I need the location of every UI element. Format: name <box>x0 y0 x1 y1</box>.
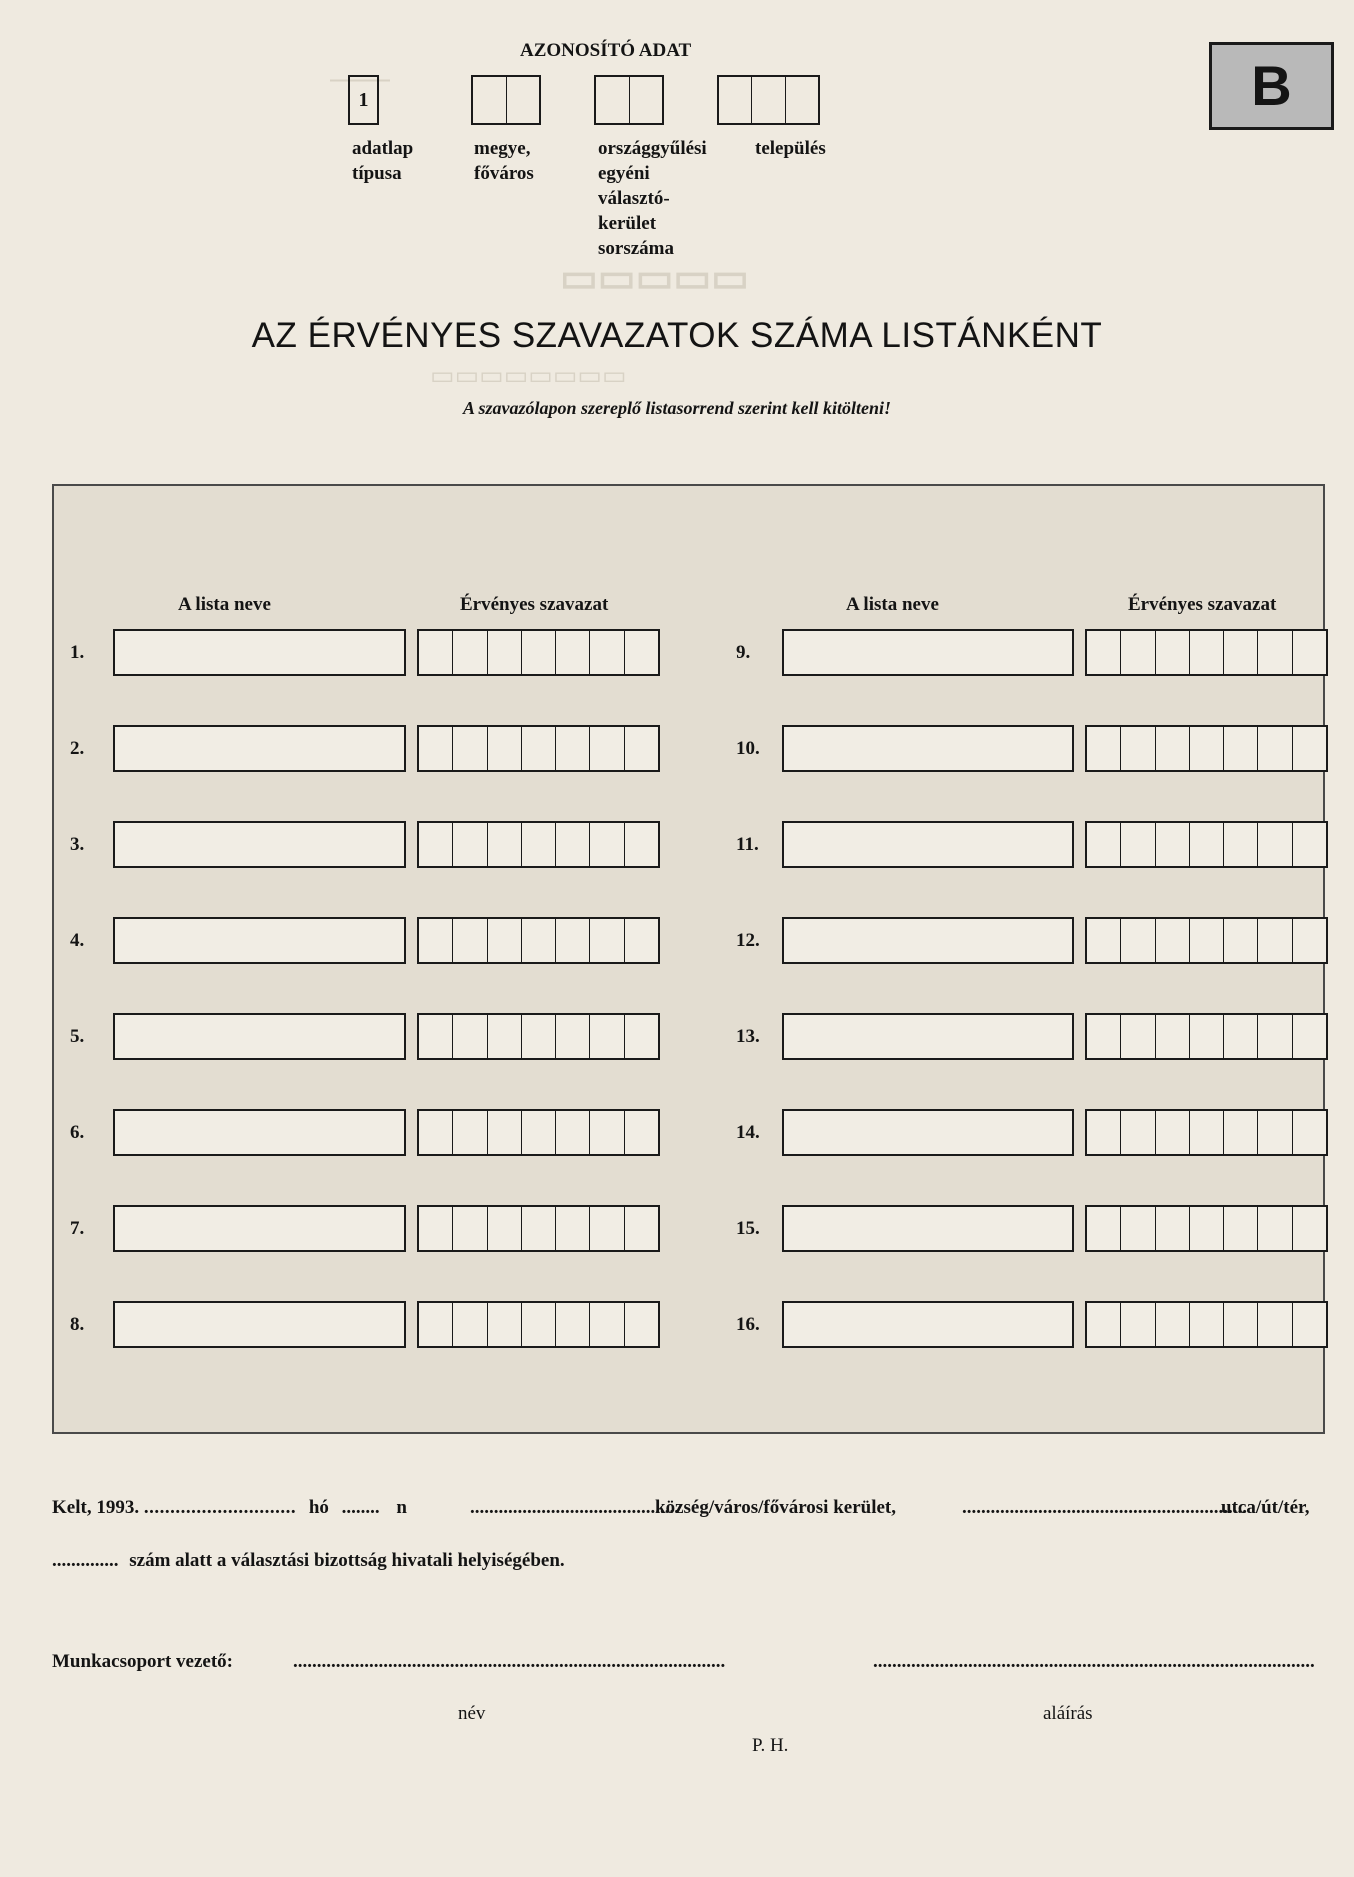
digit-cell[interactable] <box>590 1015 624 1058</box>
row-number-left: 7. <box>70 1218 85 1239</box>
digit-cell[interactable] <box>1224 1015 1258 1058</box>
list-name-field[interactable] <box>113 1205 406 1252</box>
valid-votes-field[interactable] <box>1085 1109 1328 1156</box>
valid-votes-field[interactable] <box>417 917 660 964</box>
n-label: n <box>396 1497 407 1518</box>
digit-cell[interactable] <box>453 727 487 770</box>
digit-cell[interactable] <box>419 631 453 674</box>
digit-cell[interactable] <box>1121 1015 1155 1058</box>
digit-cell[interactable] <box>1121 727 1155 770</box>
list-name-field[interactable] <box>113 821 406 868</box>
valid-votes-field[interactable] <box>1085 629 1328 676</box>
digit-cell[interactable] <box>625 1111 658 1154</box>
digit-cell[interactable] <box>625 919 658 962</box>
digit-cell[interactable] <box>453 631 487 674</box>
digit-cell[interactable] <box>590 823 624 866</box>
list-name-field[interactable] <box>782 1205 1074 1252</box>
digit-cell[interactable] <box>453 1207 487 1250</box>
digit-cell[interactable] <box>488 1207 522 1250</box>
day-dots[interactable]: ........ <box>341 1497 380 1518</box>
digit-cell[interactable] <box>1224 919 1258 962</box>
digit-cell[interactable] <box>1190 823 1224 866</box>
digit-cell[interactable] <box>1293 1111 1326 1154</box>
digit-cell[interactable] <box>1156 919 1190 962</box>
digit-cell[interactable] <box>522 1303 556 1346</box>
alairas-label: aláírás <box>1043 1703 1093 1724</box>
page-subtitle: A szavazólapon szereplő listasorrend szerint kell kitölteni! <box>462 398 892 418</box>
digit-cell[interactable] <box>1190 1111 1224 1154</box>
digit-cell[interactable] <box>1156 823 1190 866</box>
row-number-right: 13. <box>736 1026 760 1047</box>
digit-cell[interactable] <box>522 727 556 770</box>
row-number-left: 6. <box>70 1122 85 1143</box>
street-dots[interactable]: ............................................................ <box>962 1497 1247 1518</box>
digit-cell[interactable] <box>453 1015 487 1058</box>
valid-votes-field[interactable] <box>1085 821 1328 868</box>
digit-cell[interactable] <box>1190 919 1224 962</box>
digit-cell[interactable] <box>556 1303 590 1346</box>
digit-cell[interactable] <box>419 823 453 866</box>
digit-cell[interactable] <box>625 1015 658 1058</box>
list-name-field[interactable] <box>782 917 1074 964</box>
digit-cell[interactable] <box>1087 1207 1121 1250</box>
row-number-left: 4. <box>70 930 85 951</box>
valid-votes-field[interactable] <box>417 821 660 868</box>
col-head-valid-votes-left: Érvényes szavazat <box>460 594 609 615</box>
digit-cell[interactable] <box>1190 631 1224 674</box>
digit-cell[interactable] <box>1156 1303 1190 1346</box>
digit-cell[interactable] <box>556 1207 590 1250</box>
digit-cell[interactable] <box>1258 919 1292 962</box>
digit-cell[interactable] <box>522 919 556 962</box>
digit-cell[interactable] <box>556 1015 590 1058</box>
digit-cell[interactable] <box>1087 727 1121 770</box>
id-label-district: országgyűlési egyéni választó- kerület sorszáma <box>598 138 707 259</box>
digit-cell[interactable] <box>1224 1111 1258 1154</box>
digit-cell[interactable] <box>590 727 624 770</box>
row-number-left: 2. <box>70 738 85 759</box>
digit-cell[interactable] <box>590 631 624 674</box>
id-box-county[interactable] <box>471 75 541 125</box>
digit-cell[interactable] <box>1121 919 1155 962</box>
list-name-field[interactable] <box>113 917 406 964</box>
digit-cell[interactable] <box>1258 1015 1292 1058</box>
list-name-field[interactable] <box>113 1109 406 1156</box>
digit-cell[interactable] <box>1087 919 1121 962</box>
col-head-valid-votes-right: Érvényes szavazat <box>1128 594 1277 615</box>
digit-cell[interactable] <box>1258 631 1292 674</box>
list-name-field[interactable] <box>782 821 1074 868</box>
digit-cell[interactable] <box>1190 1207 1224 1250</box>
digit-cell[interactable] <box>1293 919 1326 962</box>
locality-label: község/város/fővárosi kerület, <box>655 1497 896 1518</box>
digit-cell[interactable] <box>1121 1303 1155 1346</box>
digit-cell[interactable] <box>453 1303 487 1346</box>
row-number-right: 12. <box>736 930 760 951</box>
col-head-list-name-left: A lista neve <box>178 594 271 615</box>
digit-cell[interactable] <box>556 919 590 962</box>
digit-cell[interactable] <box>625 631 658 674</box>
digit-cell[interactable] <box>1087 1111 1121 1154</box>
list-name-field[interactable] <box>113 1301 406 1348</box>
address-line <box>52 1550 565 1572</box>
digit-cell[interactable] <box>488 1015 522 1058</box>
digit-cell[interactable] <box>419 1015 453 1058</box>
list-name-field[interactable] <box>113 629 406 676</box>
list-name-field[interactable] <box>113 725 406 772</box>
id-box-district[interactable] <box>594 75 664 125</box>
valid-votes-field[interactable] <box>1085 917 1328 964</box>
digit-cell[interactable] <box>488 1303 522 1346</box>
id-box-form-type-value: 1 <box>358 88 369 111</box>
digit-cell[interactable] <box>1087 1303 1121 1346</box>
id-label-form-type: adatlap típusa <box>352 138 414 184</box>
digit-cell[interactable] <box>556 823 590 866</box>
leader-label: Munkacsoport vezető: <box>52 1651 233 1672</box>
digit-cell[interactable] <box>1087 823 1121 866</box>
row-number-left: 1. <box>70 642 85 663</box>
digit-cell[interactable] <box>1224 823 1258 866</box>
col-head-list-name-right: A lista neve <box>846 594 939 615</box>
digit-cell[interactable] <box>419 727 453 770</box>
valid-votes-field[interactable] <box>417 629 660 676</box>
list-name-field[interactable] <box>782 1301 1074 1348</box>
number-dots[interactable]: .............. <box>52 1550 119 1571</box>
digit-cell[interactable] <box>625 823 658 866</box>
row-number-right: 16. <box>736 1314 760 1335</box>
row-number-right: 14. <box>736 1122 760 1143</box>
digit-cell[interactable] <box>1156 631 1190 674</box>
digit-cell[interactable] <box>488 727 522 770</box>
ho-label: hó <box>308 1497 329 1518</box>
stamp-label: P. H. <box>752 1735 789 1756</box>
digit-cell[interactable] <box>1087 1015 1121 1058</box>
digit-cell[interactable] <box>590 919 624 962</box>
digit-cell[interactable] <box>1121 1207 1155 1250</box>
digit-cell[interactable] <box>1293 1207 1326 1250</box>
digit-cell[interactable] <box>590 1303 624 1346</box>
nev-label: név <box>458 1703 486 1724</box>
digit-cell[interactable] <box>1156 727 1190 770</box>
digit-cell[interactable] <box>1156 1111 1190 1154</box>
digit-cell[interactable] <box>625 1303 658 1346</box>
leader-signature-dots[interactable]: ............................................................................................. <box>873 1651 1315 1672</box>
kelt-label: Kelt, 1993. <box>52 1497 140 1518</box>
id-label-settlement: település <box>755 138 826 159</box>
valid-votes-field[interactable] <box>1085 725 1328 772</box>
digit-cell[interactable] <box>419 1111 453 1154</box>
digit-cell[interactable] <box>1156 1207 1190 1250</box>
digit-cell[interactable] <box>1293 1303 1326 1346</box>
row-number-right: 10. <box>736 738 760 759</box>
digit-cell[interactable] <box>488 919 522 962</box>
digit-cell[interactable] <box>488 1111 522 1154</box>
digit-cell[interactable] <box>556 727 590 770</box>
digit-cell[interactable] <box>1224 727 1258 770</box>
row-number-right: 9. <box>736 642 751 663</box>
digit-cell[interactable] <box>419 1303 453 1346</box>
digit-cell[interactable] <box>1293 727 1326 770</box>
digit-cell[interactable] <box>1190 727 1224 770</box>
valid-votes-field[interactable] <box>417 1013 660 1060</box>
valid-votes-field[interactable] <box>417 1109 660 1156</box>
locality-dots[interactable]: ............................................ <box>470 1497 679 1518</box>
list-name-field[interactable] <box>782 1109 1074 1156</box>
form-letter: B <box>1251 54 1292 117</box>
digit-cell[interactable] <box>488 823 522 866</box>
digit-cell[interactable] <box>1258 1111 1292 1154</box>
digit-cell[interactable] <box>1258 823 1292 866</box>
digit-cell[interactable] <box>1224 1303 1258 1346</box>
digit-cell[interactable] <box>590 1207 624 1250</box>
digit-cell[interactable] <box>522 631 556 674</box>
digit-cell[interactable] <box>419 1207 453 1250</box>
office-text: szám alatt a választási bizottság hivatali helyiségében. <box>129 1550 565 1571</box>
list-name-field[interactable] <box>782 629 1074 676</box>
digit-cell[interactable] <box>1293 823 1326 866</box>
digit-cell[interactable] <box>556 631 590 674</box>
row-number-left: 5. <box>70 1026 85 1047</box>
row-number-right: 11. <box>736 834 759 855</box>
id-box-form-type[interactable] <box>348 75 379 125</box>
form-letter-box <box>1209 42 1334 130</box>
digit-cell[interactable] <box>1156 1015 1190 1058</box>
digit-cell[interactable] <box>522 823 556 866</box>
digit-cell[interactable] <box>522 1015 556 1058</box>
digit-cell[interactable] <box>488 631 522 674</box>
valid-votes-field[interactable] <box>417 1301 660 1348</box>
valid-votes-field[interactable] <box>1085 1205 1328 1252</box>
digit-cell[interactable] <box>1121 1111 1155 1154</box>
row-number-left: 3. <box>70 834 85 855</box>
digit-cell[interactable] <box>1293 1015 1326 1058</box>
valid-votes-field[interactable] <box>417 725 660 772</box>
digit-cell[interactable] <box>1258 1303 1292 1346</box>
digit-cell[interactable] <box>453 823 487 866</box>
digit-cell[interactable] <box>522 1111 556 1154</box>
digit-cell[interactable] <box>590 1111 624 1154</box>
list-name-field[interactable] <box>113 1013 406 1060</box>
list-name-field[interactable] <box>782 725 1074 772</box>
digit-cell[interactable] <box>625 727 658 770</box>
digit-cell[interactable] <box>1121 823 1155 866</box>
id-box-settlement[interactable] <box>717 75 820 125</box>
digit-cell[interactable] <box>453 919 487 962</box>
digit-cell[interactable] <box>1293 631 1326 674</box>
digit-cell[interactable] <box>1258 727 1292 770</box>
digit-cell[interactable] <box>1190 1015 1224 1058</box>
list-name-field[interactable] <box>782 1013 1074 1060</box>
row-number-left: 8. <box>70 1314 85 1335</box>
digit-cell[interactable] <box>625 1207 658 1250</box>
year-suffix-dots[interactable]: ............................. <box>143 1497 297 1518</box>
digit-cell[interactable] <box>1190 1303 1224 1346</box>
page-title: AZ ÉRVÉNYES SZAVAZATOK SZÁMA LISTÁNKÉNT <box>251 316 1103 355</box>
row-number-right: 15. <box>736 1218 760 1239</box>
digit-cell[interactable] <box>1087 631 1121 674</box>
digit-cell[interactable] <box>1121 631 1155 674</box>
id-label-county: megye, főváros <box>474 138 534 184</box>
valid-votes-field[interactable] <box>417 1205 660 1252</box>
id-title: AZONOSÍTÓ ADAT <box>520 40 692 61</box>
digit-cell[interactable] <box>1224 1207 1258 1250</box>
digit-cell[interactable] <box>1224 631 1258 674</box>
valid-votes-field[interactable] <box>1085 1301 1328 1348</box>
kelt-line <box>52 1497 407 1519</box>
street-label: utca/út/tér, <box>1221 1497 1310 1518</box>
valid-votes-field[interactable] <box>1085 1013 1328 1060</box>
digit-cell[interactable] <box>1258 1207 1292 1250</box>
digit-cell[interactable] <box>453 1111 487 1154</box>
digit-cell[interactable] <box>419 919 453 962</box>
leader-name-dots[interactable]: ........................................................................................... <box>293 1651 726 1672</box>
digit-cell[interactable] <box>556 1111 590 1154</box>
digit-cell[interactable] <box>522 1207 556 1250</box>
